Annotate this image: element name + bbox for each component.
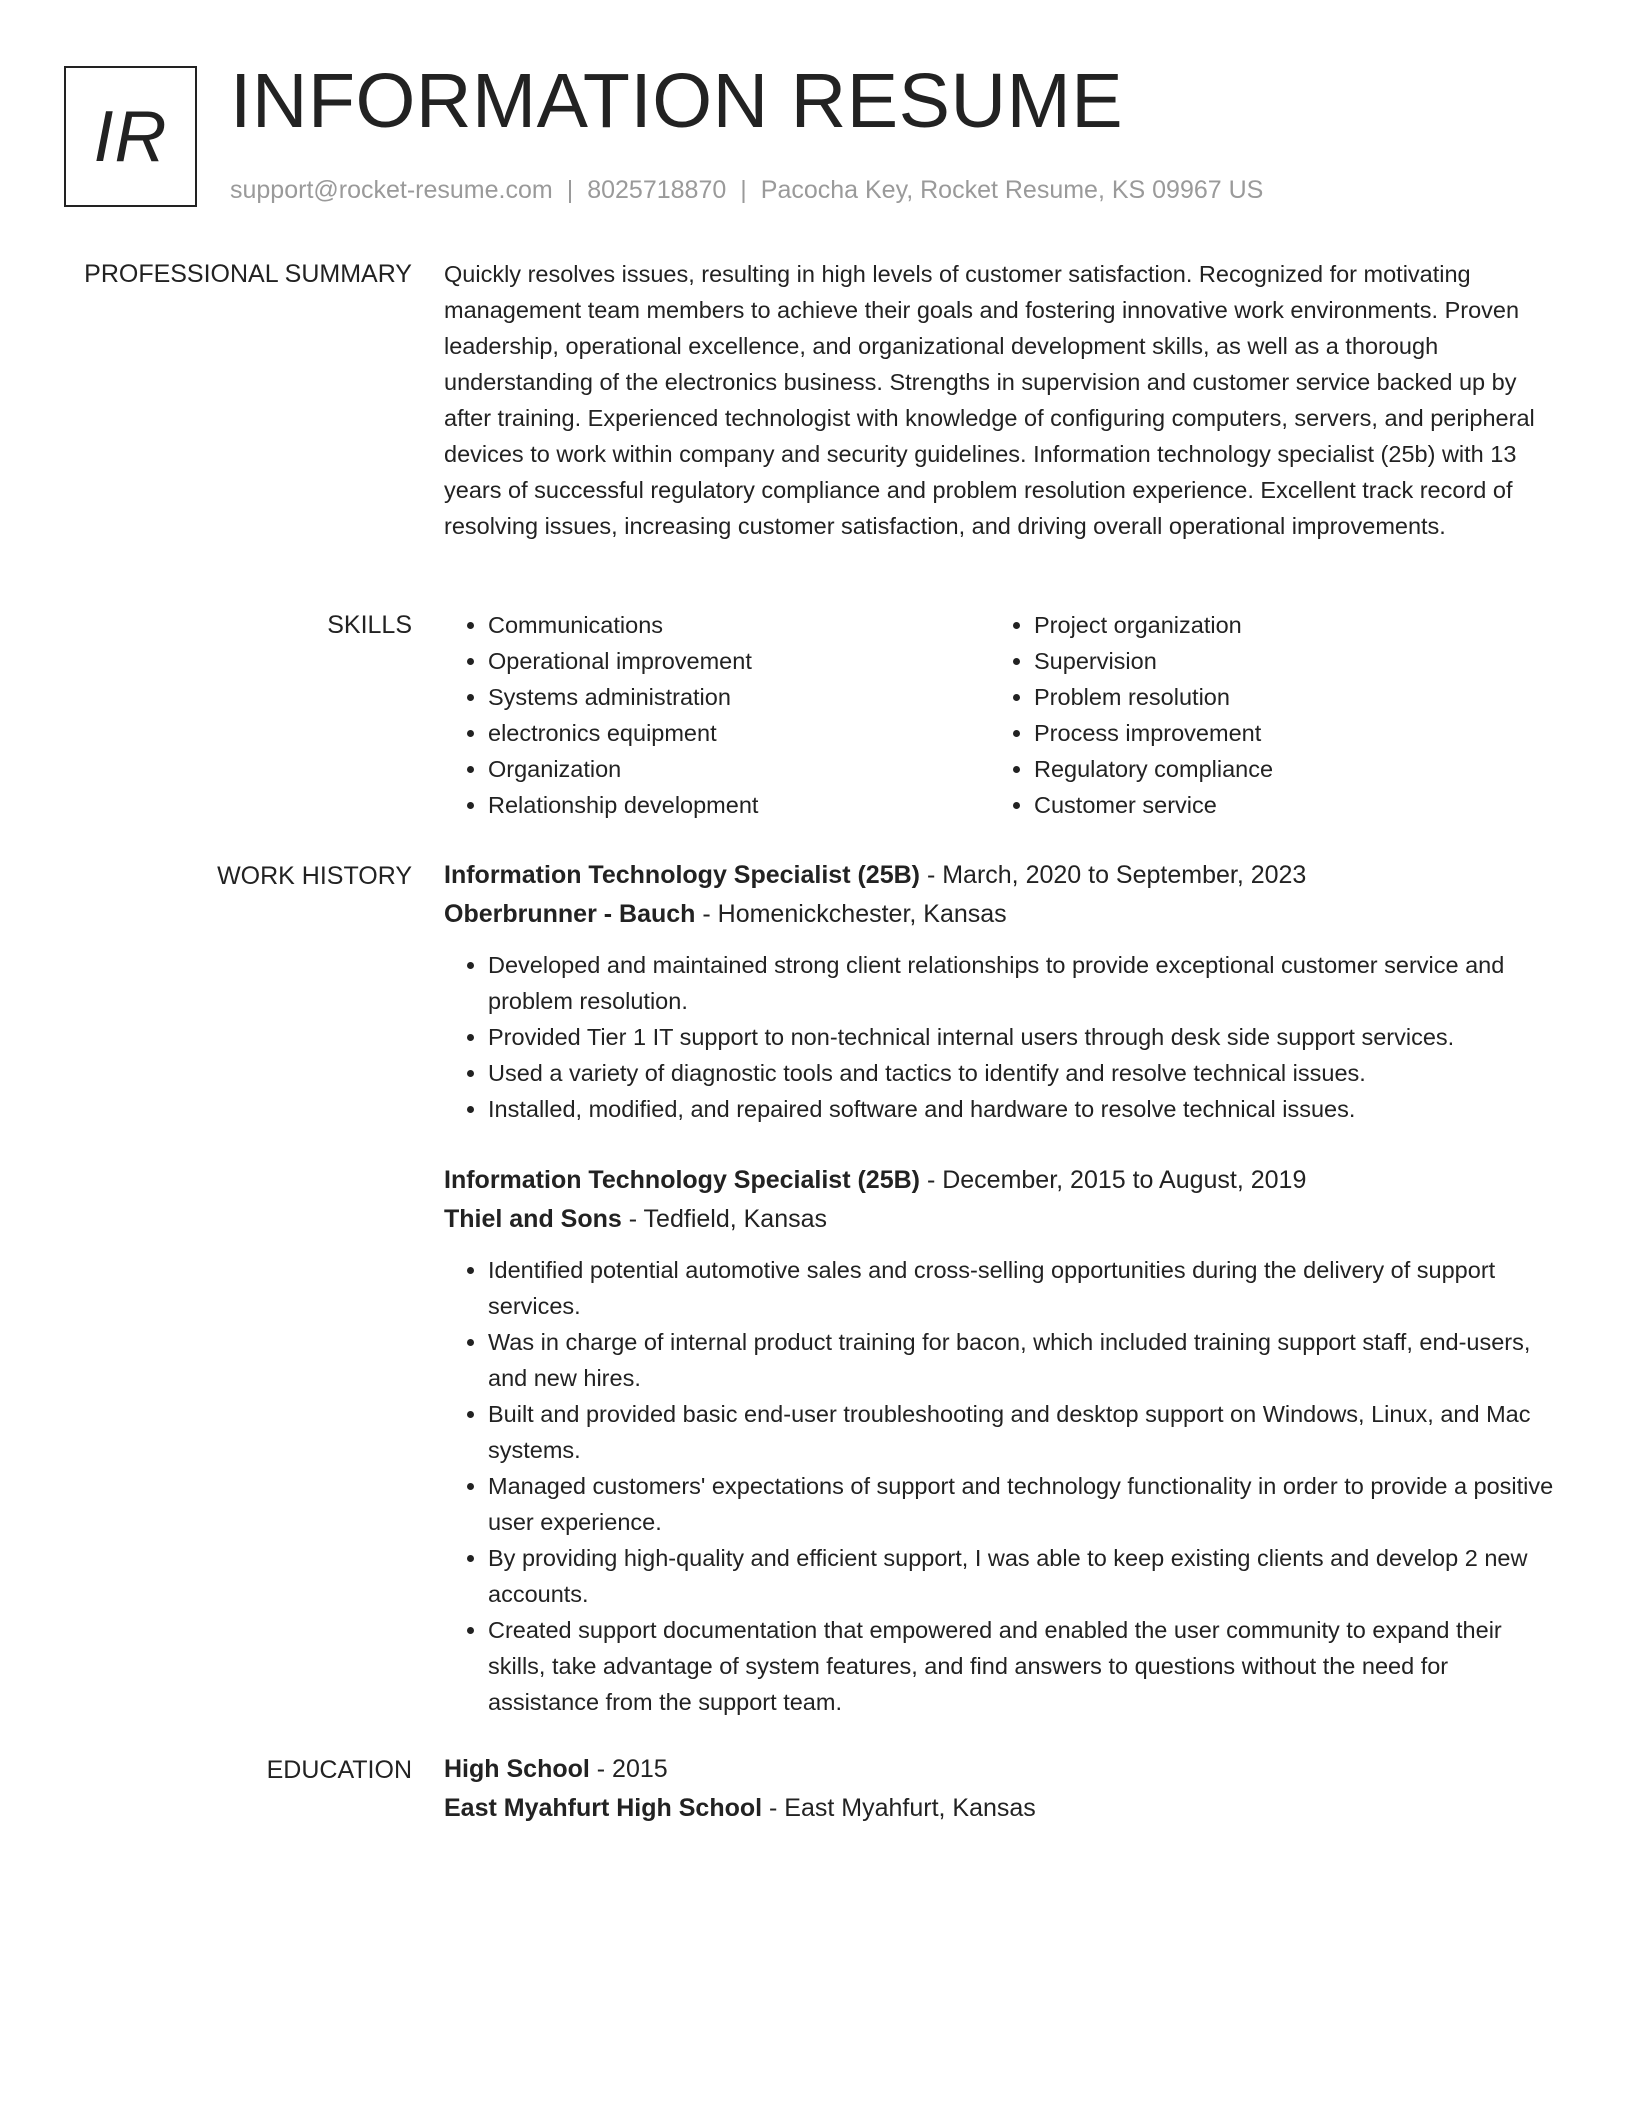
contact-separator: | xyxy=(566,176,574,204)
skill-item: • Regulatory compliance xyxy=(1034,751,1536,787)
job-bullet: • Managed customers' expectations of support and technology functionality in order to provide a positive user experience. xyxy=(488,1468,1560,1540)
job-entry xyxy=(444,856,1560,1127)
contact-separator: | xyxy=(740,176,747,204)
job-company-line xyxy=(444,1200,1560,1239)
skill-item: • Organization xyxy=(488,751,990,787)
job-dates: - March, 2020 to September, 2023 xyxy=(920,861,1307,889)
job-entry xyxy=(444,1161,1560,1720)
monogram-box xyxy=(64,66,197,207)
skill-item: • Operational improvement xyxy=(488,643,990,679)
skills-heading: SKILLS xyxy=(327,611,412,639)
skill-item: • Process improvement xyxy=(1034,715,1536,751)
summary-body xyxy=(444,256,1560,544)
monogram-initials: IR xyxy=(93,96,168,177)
contact-email: support@rocket-resume.com xyxy=(230,176,553,204)
job-dates: - December, 2015 to August, 2019 xyxy=(920,1166,1307,1194)
contact-phone: 8025718870 xyxy=(587,176,727,204)
job-title: Information Technology Specialist (25B) xyxy=(444,861,920,889)
skill-item: • Project organization xyxy=(1034,607,1536,643)
skill-item: • Relationship development xyxy=(488,787,990,823)
job-location: - Homenickchester, Kansas xyxy=(695,900,1007,928)
job-company: Thiel and Sons xyxy=(444,1205,622,1233)
job-bullet: • Provided Tier 1 IT support to non-technical internal users through desk side support services. xyxy=(488,1019,1560,1055)
skills-list-right xyxy=(990,607,1536,823)
job-company: Oberbrunner - Bauch xyxy=(444,900,696,928)
summary-heading: PROFESSIONAL SUMMARY xyxy=(84,260,412,288)
skill-item: • Supervision xyxy=(1034,643,1536,679)
job-bullets xyxy=(444,947,1560,1127)
education-location: - East Myahfurt, Kansas xyxy=(762,1794,1036,1822)
job-bullet: • Installed, modified, and repaired software and hardware to resolve technical issues. xyxy=(488,1091,1560,1127)
job-company-line xyxy=(444,895,1560,934)
job-title: Information Technology Specialist (25B) xyxy=(444,1166,920,1194)
education-degree-line xyxy=(444,1750,1560,1789)
skills-columns xyxy=(444,607,1560,823)
education-school-line xyxy=(444,1789,1560,1828)
job-location: - Tedfield, Kansas xyxy=(621,1205,828,1233)
education-heading: EDUCATION xyxy=(266,1756,412,1784)
education-degree: High School xyxy=(444,1755,590,1783)
skill-item: • Systems administration xyxy=(488,679,990,715)
job-bullet: • Used a variety of diagnostic tools and tactics to identify and resolve technical issues. xyxy=(488,1055,1560,1091)
summary-text: Quickly resolves issues, resulting in high levels of customer satisfaction. Recognized for motivating management team members to achieve their goals and fostering innovative work environments. Proven leadership, operational excellence, and organizational development skills, as well as a thorough understanding of the electronics business. Strengths in supervision and customer service backed up by after training. Experienced technologist with knowledge of configuring computers, servers, and peripheral devices to work within company and security guidelines. Information technology specialist (25b) with 13 years of successful regulatory compliance and problem resolution experience. Excellent track record of resolving issues, increasing customer satisfaction, and driving overall operational improvements. xyxy=(444,261,1535,539)
skill-item: • Communications xyxy=(488,607,990,643)
contact-address: Pacocha Key, Rocket Resume, KS 09967 US xyxy=(760,176,1264,204)
job-bullets xyxy=(444,1252,1560,1720)
work-history-heading: WORK HISTORY xyxy=(217,862,412,890)
skill-item: • electronics equipment xyxy=(488,715,990,751)
contact-line xyxy=(230,174,1263,206)
resume-name: INFORMATION RESUME xyxy=(230,58,1124,144)
job-bullet: • Developed and maintained strong client relationships to provide exceptional customer service and problem resolution. xyxy=(488,947,1560,1019)
job-bullet: • Created support documentation that empowered and enabled the user community to expand their skills, take advantage of system features, and find answers to questions without the need for assistance from the support team. xyxy=(488,1612,1560,1720)
education-year: - 2015 xyxy=(589,1755,668,1783)
skill-item: • Problem resolution xyxy=(1034,679,1536,715)
job-bullet: • Built and provided basic end-user troubleshooting and desktop support on Windows, Linux, and Mac systems. xyxy=(488,1396,1560,1468)
job-bullet: • By providing high-quality and efficient support, I was able to keep existing clients and develop 2 new accounts. xyxy=(488,1540,1560,1612)
job-bullet: • Identified potential automotive sales and cross-selling opportunities during the delivery of support services. xyxy=(488,1252,1560,1324)
skills-body xyxy=(444,607,1560,823)
skills-list-left xyxy=(444,607,990,823)
job-bullet: • Was in charge of internal product training for bacon, which included training support staff, end-users, and new hires. xyxy=(488,1324,1560,1396)
job-title-line xyxy=(444,856,1560,895)
education-school: East Myahfurt High School xyxy=(444,1794,763,1822)
skill-item: • Customer service xyxy=(1034,787,1536,823)
job-title-line xyxy=(444,1161,1560,1200)
education-body xyxy=(444,1750,1560,1828)
